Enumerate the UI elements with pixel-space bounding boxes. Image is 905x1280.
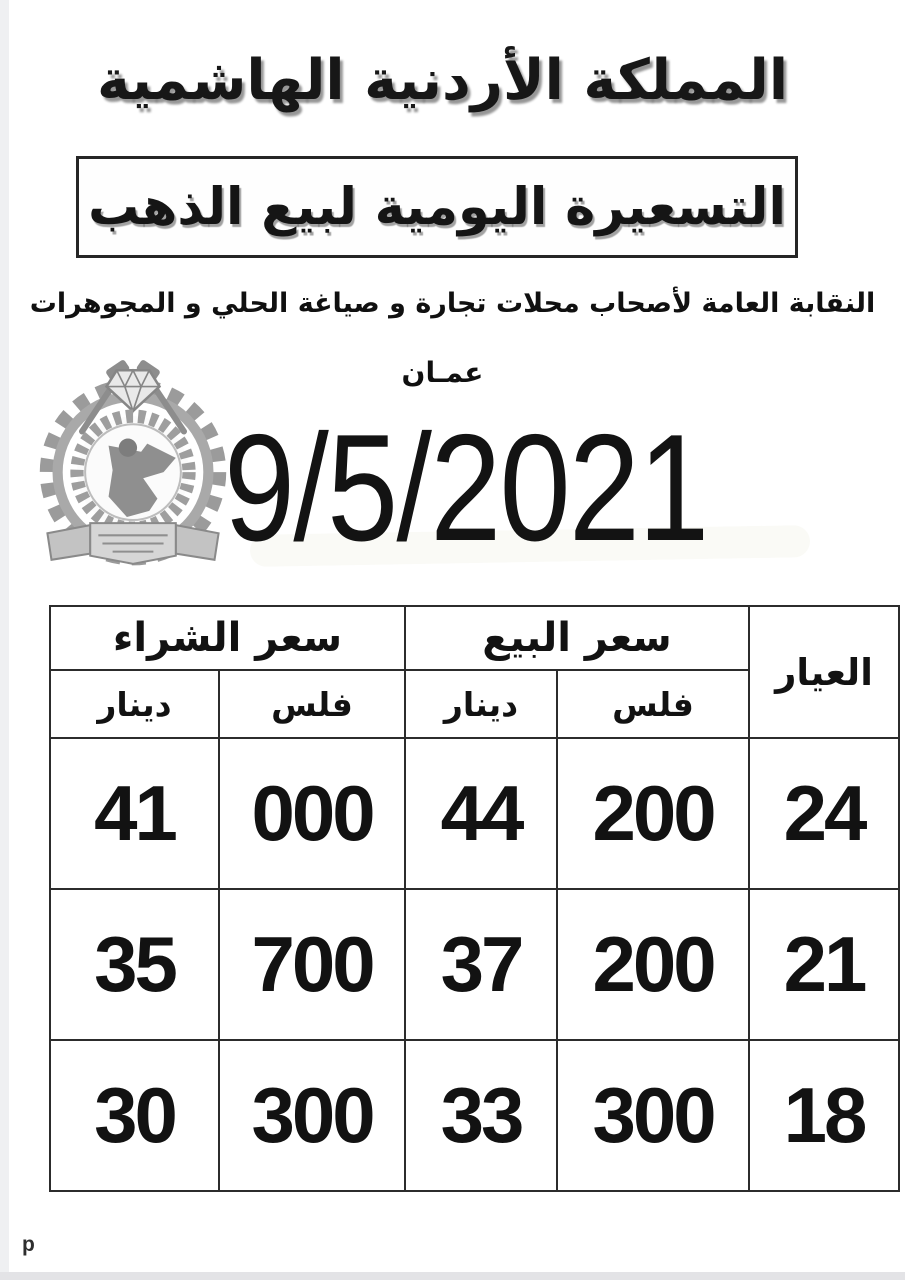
gold-price-table bbox=[49, 605, 900, 1192]
cell-sell-fils: 300 bbox=[557, 1040, 749, 1191]
kingdom-title: المملكة الأردنية الهاشمية bbox=[96, 48, 789, 113]
table-row-24k bbox=[50, 738, 899, 889]
cell-sell-dinar: 44 bbox=[405, 738, 557, 889]
col-header-buy-dinar: دينار bbox=[50, 670, 219, 738]
diamond bbox=[107, 370, 160, 411]
col-header-buy-price: سعر الشراء bbox=[50, 606, 405, 670]
cell-sell-fils: 200 bbox=[557, 889, 749, 1040]
bulletin-title: التسعيرة اليومية لبيع الذهب bbox=[88, 177, 786, 237]
city-label: عمـان bbox=[401, 356, 484, 389]
cell-buy-fils: 000 bbox=[219, 738, 405, 889]
cell-buy-dinar: 35 bbox=[50, 889, 219, 1040]
col-header-buy-fils: فلس bbox=[219, 670, 405, 738]
col-header-sell-price: سعر البيع bbox=[405, 606, 749, 670]
cell-sell-dinar: 37 bbox=[405, 889, 557, 1040]
price-date: 9/5/2021 bbox=[224, 403, 708, 573]
cell-sell-fils: 200 bbox=[557, 738, 749, 889]
cell-buy-fils: 700 bbox=[219, 889, 405, 1040]
cell-sell-dinar: 33 bbox=[405, 1040, 557, 1191]
table-row-18k bbox=[50, 1040, 899, 1191]
syndicate-name: النقابة العامة لأصحاب محلات تجارة و صياغة الحلي و المجوهرات bbox=[29, 288, 876, 319]
corner-letter: p bbox=[22, 1233, 35, 1256]
cell-buy-fils: 300 bbox=[219, 1040, 405, 1191]
col-header-karat: العيار bbox=[749, 606, 899, 738]
cell-buy-dinar: 30 bbox=[50, 1040, 219, 1191]
scan-edge-left bbox=[0, 0, 9, 1280]
cell-karat: 24 bbox=[749, 738, 899, 889]
table-row-21k bbox=[50, 889, 899, 1040]
col-header-sell-dinar: دينار bbox=[405, 670, 557, 738]
cell-karat: 21 bbox=[749, 889, 899, 1040]
bulletin-title-box bbox=[76, 156, 798, 258]
cell-buy-dinar: 41 bbox=[50, 738, 219, 889]
col-header-sell-fils: فلس bbox=[557, 670, 749, 738]
ribbon-banner bbox=[47, 523, 218, 564]
scan-edge-bottom bbox=[0, 1272, 905, 1280]
syndicate-emblem-icon bbox=[30, 356, 236, 572]
cell-karat: 18 bbox=[749, 1040, 899, 1191]
